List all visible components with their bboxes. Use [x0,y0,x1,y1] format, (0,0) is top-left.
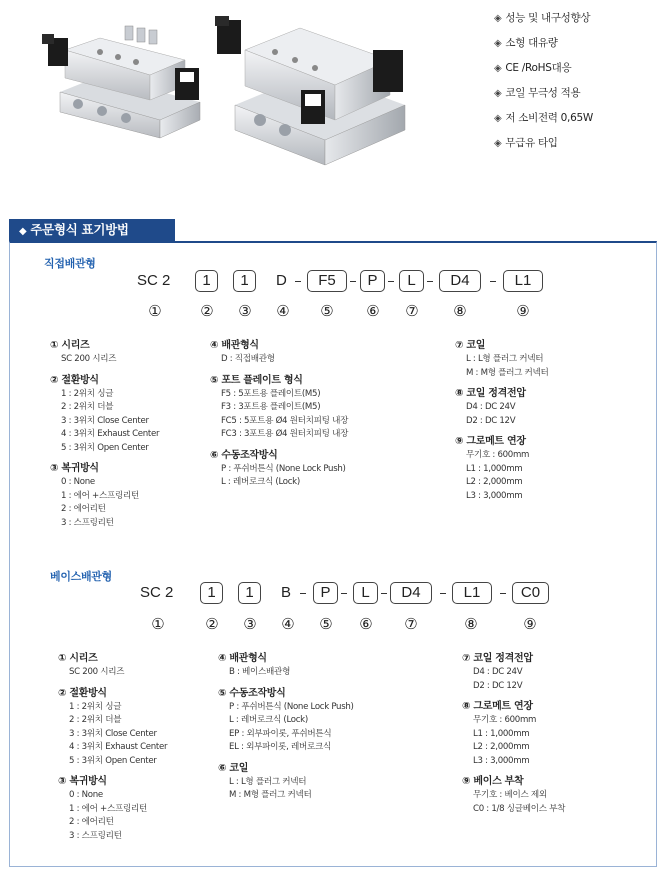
spec-block: ④ 배관형식 B : 베이스배관형 [218,653,291,677]
code-box: L [399,270,424,292]
position-number: ① [148,303,162,320]
diamond-icon: ◈ [494,63,502,74]
feature-item: ◈ 코일 무극성 적용 [494,87,581,99]
code-box: L [353,582,378,604]
spec-block: ③ 복귀방식 0 : None 1 : 에어 +스프링리턴 2 : 에어리턴 3 : 스프링리턴 [50,463,139,528]
subsection-title-base: 베이스배관형 [50,570,112,583]
code-box: L1 [452,582,492,604]
position-number: ⑥ [359,616,373,633]
spec-block: ② 절환방식 1 : 2위치 싱글 2 : 2위치 더블 3 : 3위치 Close Center 4 : 3위치 Exhaust Center 5 : 3위치 Open Center [58,687,168,766]
section-header: ◆ 주문형식 표기방법 [9,219,175,241]
code-plain: B [281,584,292,601]
code-prefix: SC 2 [137,272,171,289]
order-code-base [0,582,662,634]
feature-list [494,6,593,156]
position-number: ⑥ [366,303,380,320]
code-dash [490,281,496,282]
spec-block: ⑥ 코일 L : L형 플러그 커넥터 M : M형 플러그 커넥터 [218,762,312,800]
spec-block: ⑨ 그로메트 연장 무기호 : 600mm L1 : 1,000mm L2 : 2,000mm L3 : 3,000mm [455,436,530,501]
code-box: 1 [200,582,223,604]
spec-column [58,652,167,850]
code-box: 1 [195,270,218,292]
code-dash [388,281,394,282]
code-box: C0 [512,582,549,604]
product-photo-manifold-2 [205,10,420,170]
code-box: F5 [307,270,347,292]
code-dash [500,593,506,594]
position-number: ⑤ [319,616,333,633]
code-plain: D [276,272,287,289]
spec-block: ⑧ 코일 정격전압 D4 : DC 24V D2 : DC 12V [455,388,526,426]
position-number: ③ [238,303,252,320]
position-number: ④ [281,616,295,633]
product-photo-manifold-1 [40,20,205,145]
diamond-icon: ◈ [494,88,502,99]
position-number: ⑦ [405,303,419,320]
feature-item: ◈ 저 소비전력 0,65W [494,112,593,124]
spec-block: ⑥ 수동조작방식 P : 푸쉬버튼식 (None Lock Push) L : 레버로크식 (Lock) [210,449,346,487]
position-number: ② [200,303,214,320]
code-dash [381,593,387,594]
spec-block: ③ 복귀방식 0 : None 1 : 에어 +스프링리턴 2 : 에어리턴 3 : 스프링리턴 [58,776,147,841]
spec-column [218,652,354,810]
position-number: ④ [276,303,290,320]
spec-column [50,339,159,537]
feature-item: ◈ 성능 및 내구성향상 [494,12,591,24]
position-number: ⑦ [404,616,418,633]
code-box: L1 [503,270,543,292]
position-number: ⑧ [464,616,478,633]
code-box: 1 [238,582,261,604]
feature-item: ◈ 무급유 타입 [494,137,558,149]
order-code-direct [0,270,662,322]
position-number: ⑨ [523,616,537,633]
code-box: P [360,270,385,292]
spec-column [462,652,565,823]
position-number: ① [151,616,165,633]
spec-column [455,339,549,510]
spec-block: ⑦ 코일 L : L형 플러그 커넥터 M : M형 플러그 커넥터 [455,340,549,378]
position-number: ③ [243,616,257,633]
code-box: 1 [233,270,256,292]
code-dash [295,281,301,282]
spec-block: ⑤ 포트 플레이트 형식 F5 : 5포트용 플레이트(M5) F3 : 3포트용 플레이트(M5) FC5 : 5포트용 Ø4 원터치피팅 내장 FC3 : 3포트용 Ø4 원터치피팅 내장 [210,374,349,439]
spec-column [210,339,348,497]
spec-block: ④ 배관형식 D : 직접배관형 [210,340,275,364]
position-number: ⑧ [453,303,467,320]
position-number: ⑨ [516,303,530,320]
code-dash [427,281,433,282]
subsection-title-direct: 직접배관형 [44,257,96,270]
code-dash [341,593,347,594]
diamond-icon: ◆ [19,226,27,237]
code-box: D4 [439,270,481,292]
position-number: ⑤ [320,303,334,320]
code-dash [300,593,306,594]
code-box: P [313,582,338,604]
spec-block: ② 절환방식 1 : 2위치 싱글 2 : 2위치 더블 3 : 3위치 Close Center 4 : 3위치 Exhaust Center 5 : 3위치 Open Center [50,374,160,453]
feature-item: ◈ 소형 대유량 [494,37,558,49]
code-dash [440,593,446,594]
spec-block: ⑧ 그로메트 연장 무기호 : 600mm L1 : 1,000mm L2 : 2,000mm L3 : 3,000mm [462,701,537,766]
spec-block: ① 시리즈 SC 200 시리즈 [50,340,117,364]
diamond-icon: ◈ [494,138,502,149]
spec-block: ① 시리즈 SC 200 시리즈 [58,653,125,677]
spec-block: ⑨ 베이스 부착 무기호 : 베이스 제외 C0 : 1/8 싱글베이스 부착 [462,776,566,814]
position-number: ② [205,616,219,633]
feature-item: ◈ CE /RoHS대응 [494,62,572,74]
spec-block: ⑦ 코일 정격전압 D4 : DC 24V D2 : DC 12V [462,653,533,691]
code-prefix: SC 2 [140,584,174,601]
spec-block: ⑤ 수동조작방식 P : 푸쉬버튼식 (None Lock Push) L : 레버로크식 (Lock) EP : 외부파이롯, 푸쉬버튼식 EL : 외부파이롯, 레버로크식 [218,687,354,752]
diamond-icon: ◈ [494,113,502,124]
diamond-icon: ◈ [494,13,502,24]
diamond-icon: ◈ [494,38,502,49]
code-dash [350,281,356,282]
code-box: D4 [390,582,432,604]
